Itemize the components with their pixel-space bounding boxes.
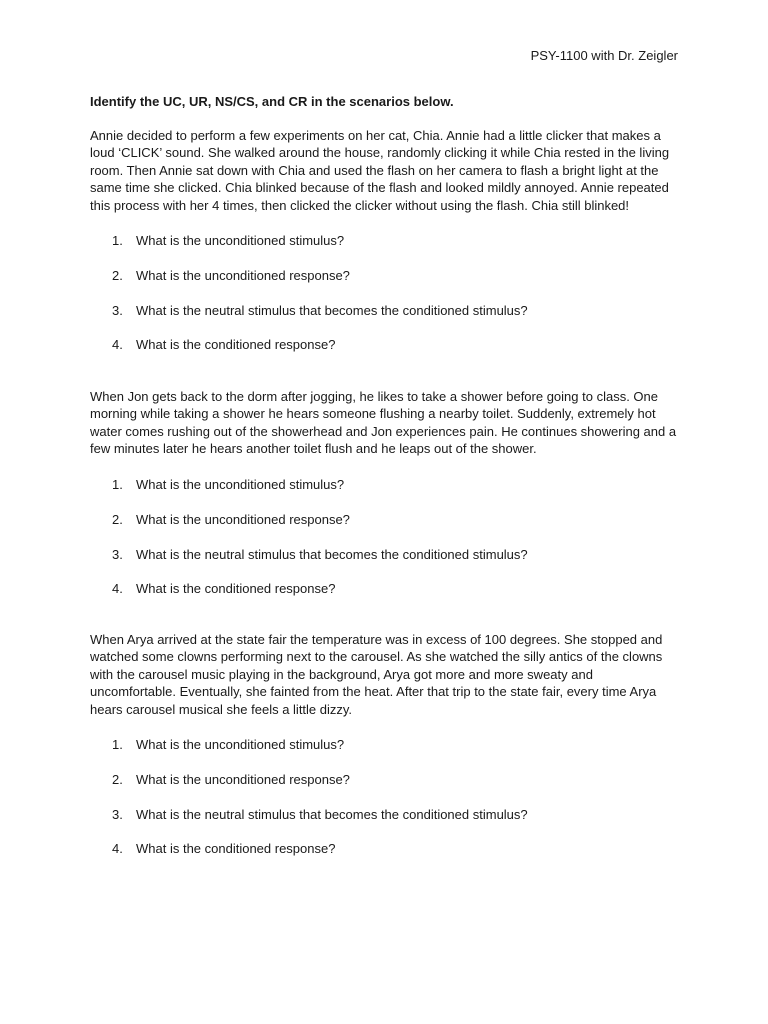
question-item bbox=[112, 232, 672, 267]
question-text: What is the conditioned response? bbox=[136, 337, 336, 353]
scenario-1-paragraph: Annie decided to perform a few experiments on her cat, Chia. Annie had a little clicker that makes a loud ‘CLICK’ sound. She walked around the house, randomly clicking it while Chia rested in the living room. Then Annie sat down with Chia and used the flash on her camera to flash a bright light at the same time she clicked. Chia blinked because of the flash and looked mildly annoyed. Annie repeated this process with her 4 times, then clicked the clicker without using the flash. Chia still blinked! bbox=[90, 128, 670, 213]
scenario-1-questions bbox=[112, 232, 672, 371]
question-item bbox=[112, 511, 672, 546]
question-number: 3. bbox=[112, 806, 123, 822]
question-number: 3. bbox=[112, 546, 123, 562]
scenario-3-paragraph: When Arya arrived at the state fair the temperature was in excess of 100 degrees. She stopped and watched some clowns performing next to the carousel. As she watched the silly antics of the clowns with the carousel music playing in the background, Arya got more and more sweaty and uncomfortable. Eventually, she fainted from the heat. After that trip to the state fair, every time Arya hears carousel musical she feels a little dizzy. bbox=[90, 632, 663, 717]
question-item bbox=[112, 771, 672, 806]
question-item bbox=[112, 336, 672, 371]
question-number: 2. bbox=[112, 511, 123, 527]
question-number: 3. bbox=[112, 302, 123, 318]
question-item bbox=[112, 840, 672, 875]
question-text: What is the unconditioned response? bbox=[136, 771, 350, 787]
question-item bbox=[112, 302, 672, 337]
question-item bbox=[112, 476, 672, 511]
question-item bbox=[112, 580, 672, 615]
question-text: What is the unconditioned response? bbox=[136, 511, 350, 527]
instructions-heading: Identify the UC, UR, NS/CS, and CR in the scenarios below. bbox=[90, 94, 454, 109]
scenario-3-questions bbox=[112, 736, 672, 875]
question-number: 4. bbox=[112, 841, 123, 857]
question-number: 4. bbox=[112, 337, 123, 353]
question-number: 1. bbox=[112, 233, 123, 248]
question-text: What is the neutral stimulus that becomes the conditioned stimulus? bbox=[136, 302, 528, 318]
question-text: What is the neutral stimulus that becomes the conditioned stimulus? bbox=[136, 806, 528, 822]
question-number: 2. bbox=[112, 267, 123, 283]
question-item bbox=[112, 806, 672, 841]
question-text: What is the unconditioned stimulus? bbox=[136, 233, 345, 248]
question-text: What is the conditioned response? bbox=[136, 581, 336, 597]
scenario-2-questions bbox=[112, 476, 672, 615]
question-item bbox=[112, 736, 672, 771]
course-header: PSY-1100 with Dr. Zeigler bbox=[530, 48, 678, 63]
scenario-2-paragraph: When Jon gets back to the dorm after jogging, he likes to take a shower before going to class. One morning while taking a shower he hears someone flushing a nearby toilet. Suddenly, extremely hot water comes rushing out of the showerhead and Jon experiences pain. He continues showering and a few minutes later he hears another toilet flush and he leaps out of the shower. bbox=[90, 389, 677, 457]
question-text: What is the conditioned response? bbox=[136, 841, 336, 857]
question-number: 1. bbox=[112, 737, 123, 752]
question-number: 1. bbox=[112, 477, 123, 492]
question-number: 4. bbox=[112, 581, 123, 597]
question-item bbox=[112, 267, 672, 302]
question-text: What is the unconditioned response? bbox=[136, 267, 350, 283]
question-text: What is the unconditioned stimulus? bbox=[136, 737, 345, 752]
question-number: 2. bbox=[112, 771, 123, 787]
question-text: What is the unconditioned stimulus? bbox=[136, 477, 345, 492]
question-item bbox=[112, 546, 672, 581]
question-text: What is the neutral stimulus that becomes the conditioned stimulus? bbox=[136, 546, 528, 562]
